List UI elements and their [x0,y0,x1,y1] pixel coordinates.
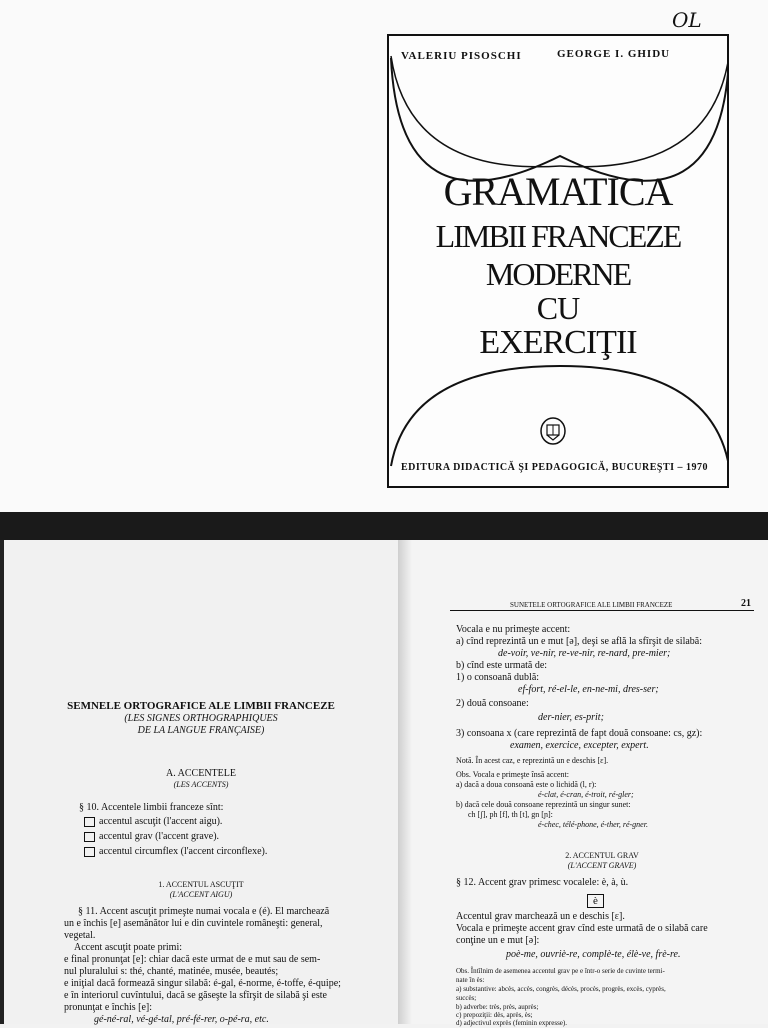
chapter-subheading-2: DE LA LANGUE FRANÇAISE) [137,725,265,736]
subsection-1-title: 1. ACCENTUL ASCUŢIT [158,880,244,889]
body-line: vegetal. [64,930,96,941]
body-line: b) cînd este urmată de: [456,660,548,671]
body-line: poè-me, ouvriè-re, complè-te, élè-ve, frè-re. [506,949,681,960]
body-line: Accent ascuţit poate primi: [74,942,183,953]
body-line: conţine un e mut [ə]: [456,935,540,946]
obs-line: é-chec, télé-phone, é-ther, ré-gner. [538,820,648,829]
body-line: 1) o consoană dublă: [456,672,540,683]
accent-aigu-box-icon [84,817,95,827]
boxed-letter-text: è [587,894,604,908]
obs-line: é-clat, é-cran, é-troit, ré-gler; [538,790,634,799]
chapter-heading: SEMNELE ORTOGRAFICE ALE LIMBII FRANCEZE [67,700,335,712]
body-line: de-voir, ve-nir, re-ve-nir, re-nard, pre-mier; [498,648,671,659]
obs-line: succès; [456,994,477,1002]
body-line: pronunţat e închis [e]: [64,1002,153,1013]
body-line: e final pronunţat [e]: chiar dacă este urmat de e mut sau de sem- [64,954,321,965]
book-cover [387,34,729,488]
running-head-rule [450,610,754,611]
obs-line: a) dacă a doua consoană este o lichidă (l, r): [456,780,597,789]
obs-line: c) prepoziţii: dès, après, ès; [456,1011,533,1019]
obs-line: a) substantive: abcès, accès, congrès, décès, procès, progrès, excès, cyprès, [456,985,666,993]
accent-item-label: accentul circumflex (l'accent circonflexe). [99,846,268,857]
right-page [398,540,768,1027]
body-line: e în interiorul cuvîntului, dacă se găseşte la sfîrşit de silabă şi este [64,990,327,1001]
body-line: der-nier, es-prit; [538,712,604,723]
body-line: un e închis [e] asemănător lui e din cuvintele româneşti: general, [64,918,323,929]
note-line: Notă. În acest caz, e reprezintă un e deschis [ɛ]. [456,756,609,765]
title-line-2: LIMBII FRANCEZE [435,218,681,254]
title-line-5: EXERCIŢII [479,324,637,361]
accent-item-aigu [84,816,222,828]
scan-divider [0,512,768,542]
body-line: examen, exercice, excepter, expert. [510,740,649,751]
accent-item-circonflexe [84,846,267,858]
obs-line: b) adverbe: très, près, auprès; [456,1003,539,1011]
body-line: Vocala e nu primeşte accent: [456,624,571,635]
body-line: ef-fort, ré-el-le, en-ne-mi, dres-ser; [518,684,659,695]
body-line: § 11. Accent ascuţit primeşte numai vocala e (é). El marchează [78,906,330,917]
obs-line: Obs. Întîlnim de asemenea accentul grav pe e într-o serie de cuvinte termi- [456,967,665,975]
body-line: 3) consoana x (care reprezintă de fapt două consoane: cs, gz): [456,728,703,739]
title-line-1: GRAMATICA [443,169,673,214]
paragraph-12: § 12. Accent grav primesc vocalele: è, à, ù. [456,877,629,888]
boxed-letter [587,891,604,909]
obs-line: b) dacă cele două consoane reprezintă un singur sunet: [456,800,631,809]
author-1: VALERIU PISOSCHI [401,50,522,62]
page-gutter [398,540,412,1024]
running-head: SUNETELE ORTOGRAFICE ALE LIMBII FRANCEZE [510,601,673,609]
title-line-3: MODERNE [485,256,631,292]
body-line: gé-né-ral, vé-gé-tal, pré-fé-rer, o-pé-ra, etc. [94,1014,269,1025]
section-a-subtitle: (LES ACCENTS) [173,780,229,789]
obs-line: d) adjectivul exprès (feminin expresse). [456,1019,567,1027]
author-2: GEORGE I. GHIDU [557,48,671,60]
publisher-line: EDITURA DIDACTICĂ ŞI PEDAGOGICĂ, BUCUREŞTI – 1970 [401,462,709,473]
title-line-4: CU [536,290,580,326]
paragraph-10: § 10. Accentele limbii franceze sînt: [79,802,224,813]
handwritten-mark: OL [672,8,702,32]
body-line: a) cînd reprezintă un e mut [ə], deşi se află la sfîrşit de silabă: [456,636,703,647]
publisher-emblem-icon [539,416,567,446]
accent-circonflexe-box-icon [84,847,95,857]
body-line: nul pluralului s: thé, chanté, matinée, musée, beautés; [64,966,279,977]
accent-grave-box-icon [84,832,95,842]
accent-item-label: accentul grav (l'accent grave). [99,831,220,842]
section-a-title: A. ACCENTELE [166,768,236,779]
obs-line: ch [ʃ], ph [f], th [t], gn [ɲ]: [468,810,553,819]
page-number: 21 [741,598,751,609]
chapter-subheading-1: (LES SIGNES ORTHOGRAPHIQUES [124,713,278,724]
obs-line: Obs. Vocala e primeşte însă accent: [456,770,569,779]
body-line: Vocala e primeşte accent grav cînd este urmată de o silabă care [456,923,708,934]
body-line: 2) două consoane: [456,698,529,709]
accent-item-label: accentul ascuţit (l'accent aigu). [99,816,223,827]
body-line: e iniţial dacă formează singur silabă: é-gal, é-norme, é-toffe, é-quipe; [64,978,341,989]
accent-item-grave [84,831,219,843]
left-page [0,540,398,1024]
subsection-2-title: 2. ACCENTUL GRAV [565,851,639,860]
subsection-2-subtitle: (L'ACCENT GRAVE) [567,861,637,870]
obs-line: nate în ès: [456,976,485,984]
body-line: Accentul grav marchează un e deschis [ɛ]. [456,911,625,922]
subsection-1-subtitle: (L'ACCENT AIGU) [169,890,233,899]
